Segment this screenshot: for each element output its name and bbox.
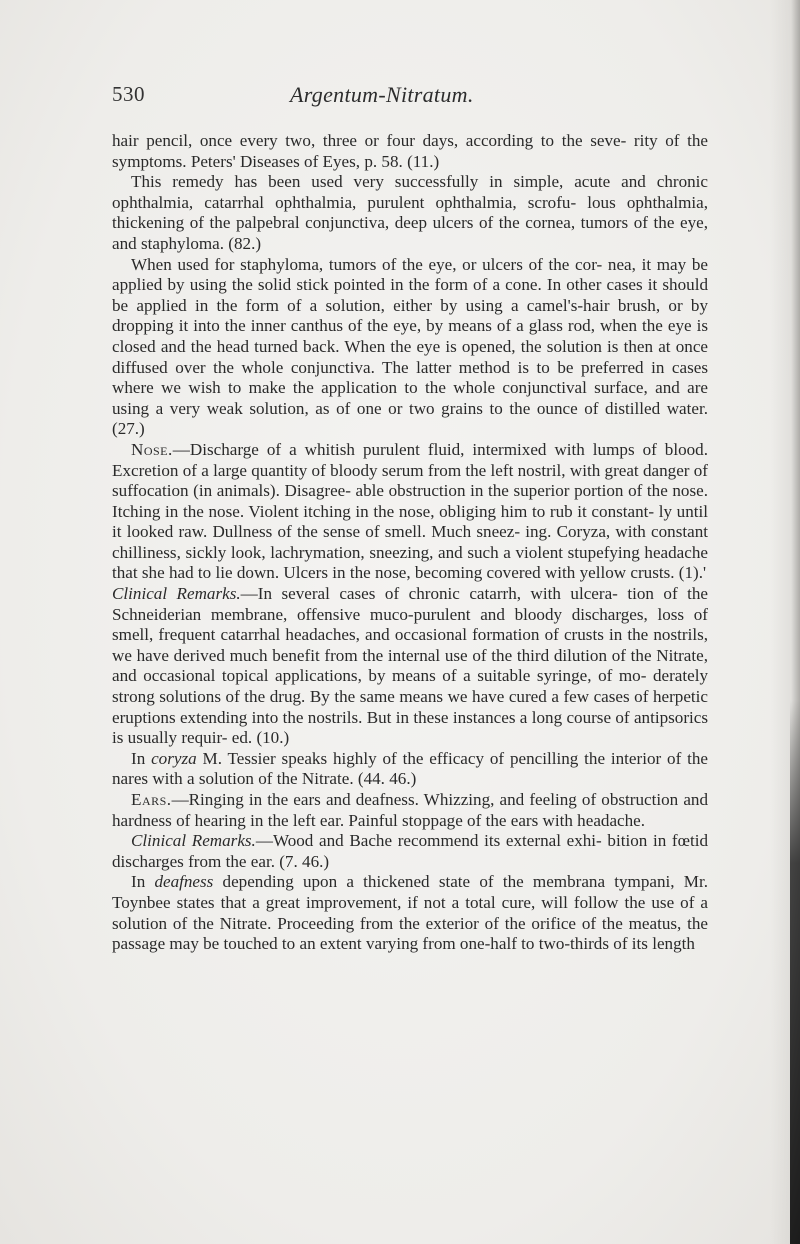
paragraph-text: —Ringing in the ears and deafness. Whizzing, and feeling of obstruction and hardness of hearing in the left ear. Painful stoppage of the ears with headache. [112, 790, 708, 830]
subheading-clinical-remarks: Clinical Remarks. [112, 584, 241, 604]
paragraph-clinical-remarks [112, 831, 708, 872]
paragraph-text: In [131, 872, 155, 892]
paragraph-clinical-remarks [112, 584, 708, 749]
paragraph-text: In [131, 748, 152, 768]
running-title: Argentum-Nitratum. [290, 82, 474, 107]
page-number: 530 [112, 82, 145, 106]
term-deafness: deafness [154, 872, 214, 892]
term-coryza: coryza [151, 748, 197, 768]
paragraph-text: —Discharge of a whitish purulent fluid, intermixed with lumps of blood. Excretion of a large quantity of bloody serum from the left nostril, with great danger of suffocation (in animals). Disagree- able obstruction in the superior portion of the nose. Itching in the nose. Violent itching in the nose, obliging him to rub it constant- ly until it looked raw. Dullness of the sense of smell. Much sneez- ing. Coryza, with constant chilliness, sickly look, lachrymation, sneezing, and such a violent stupefying headache that she had to lie down. Ulcers in the nose, becoming covered with yellow crusts. (1).' [112, 439, 708, 583]
section-heading-ears: Ears. [131, 790, 172, 809]
page-header [112, 82, 708, 112]
paragraph-coryza [112, 749, 708, 790]
paragraph-nose [112, 440, 708, 584]
paragraph: This remedy has been used very successfully in simple, acute and chronic ophthalmia, catarrhal ophthalmia, purulent ophthalmia, scrofu- lous ophthalmia, thickening of the palpebral conjunctiva, deep ulcers of the cornea, tumors of the eye, and staphyloma. (82.) [112, 172, 708, 253]
paragraph: hair pencil, once every two, three or four days, according to the seve- rity of the symptoms. Peters' Diseases of Eyes, p. 58. (11.) [112, 131, 708, 171]
paragraph-text: M. Tessier speaks highly of the efficacy of pencilling the interior of the nares with a solution of the Nitrate. (44. 46.) [112, 748, 709, 789]
subheading-clinical-remarks: Clinical Remarks. [131, 831, 256, 851]
paragraph-ears [112, 790, 708, 831]
binding-edge [790, 700, 800, 1244]
paragraph-deafness [112, 872, 708, 954]
paragraph-text: —In several cases of chronic catarrh, with ulcera- tion of the Schneiderian membrane, offensive muco-purulent and bloody discharges, loss of smell, frequent catarrhal headaches, and occasional formation of crusts in the nostrils, we have derived much benefit from the internal use of the third dilution of the Nitrate, and occasional topical applications, by means of a suitable syringe, of mo- derately strong solutions of the drug. By the same means we have cured a few cases of herpetic eruptions extending into the nostrils. But in these instances a long course of antipsorics is usually requir- ed. (10.) [112, 584, 709, 748]
section-heading-nose: Nose. [131, 439, 173, 459]
paragraph-text: depending upon a thickened state of the membrana tympani, Mr. Toynbee states that a great improvement, if not a total cure, will follow the use of a solution of the Nitrate. Proceeding from the exterior of the orifice of the meatus, the passage may be touched to an extent varying from one-half to two-thirds of its length [112, 872, 708, 954]
paragraph: When used for staphyloma, tumors of the eye, or ulcers of the cor- nea, it may be applied by using the solid stick pointed in the form of a cone. In other cases it should be applied in the form of a solution, either by using a camel's-hair brush, or by dropping it into the inner canthus of the eye, by means of a glass rod, when the eye is closed and the head turned back. When the eye is opened, the solution is then at once diffused over the whole conjunctiva. The latter method is to be preferred in cases where we wish to make the application to the whole conjunctival surface, and are using a very weak solution, as of one or two grains to the ounce of distilled water. (27.) [112, 254, 708, 439]
paragraph-text: —Wood and Bache recommend its external exhi- bition in fœtid discharges from the ear. (7. 46.) [112, 831, 709, 871]
body-text [112, 131, 708, 955]
